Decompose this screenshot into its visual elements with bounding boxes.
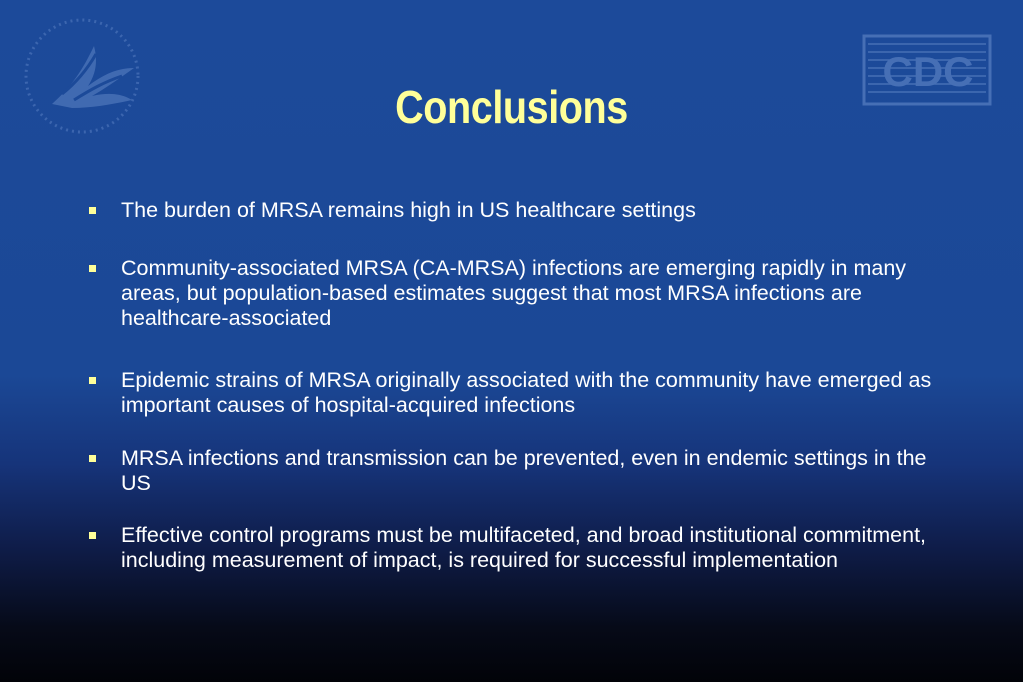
square-bullet-icon: [89, 377, 96, 384]
bullet-item: [88, 446, 948, 496]
bullet-text: Epidemic strains of MRSA originally associated with the community have emerged as important causes of hospital-acquired infections: [121, 368, 932, 417]
bullet-item: [88, 523, 948, 573]
square-bullet-icon: [89, 455, 96, 462]
bullet-item: [88, 368, 948, 418]
bullet-text: Community-associated MRSA (CA-MRSA) infections are emerging rapidly in many areas, but population-based estimates suggest that most MRSA infections are healthcare-associated: [121, 256, 907, 330]
square-bullet-icon: [89, 265, 96, 272]
cdc-logo-text: CDC: [882, 48, 974, 95]
bullet-item: [88, 198, 948, 223]
bullet-text: MRSA infections and transmission can be prevented, even in endemic settings in the US: [121, 446, 927, 495]
bullet-text: The burden of MRSA remains high in US healthcare settings: [121, 198, 696, 222]
bullet-text: Effective control programs must be multifaceted, and broad institutional commitment, including measurement of impact, is required for successful implementation: [121, 523, 927, 572]
square-bullet-icon: [89, 207, 96, 214]
bullet-list: [88, 198, 948, 573]
square-bullet-icon: [89, 532, 96, 539]
slide-title: Conclusions: [395, 81, 628, 133]
bullet-item: [88, 256, 948, 331]
